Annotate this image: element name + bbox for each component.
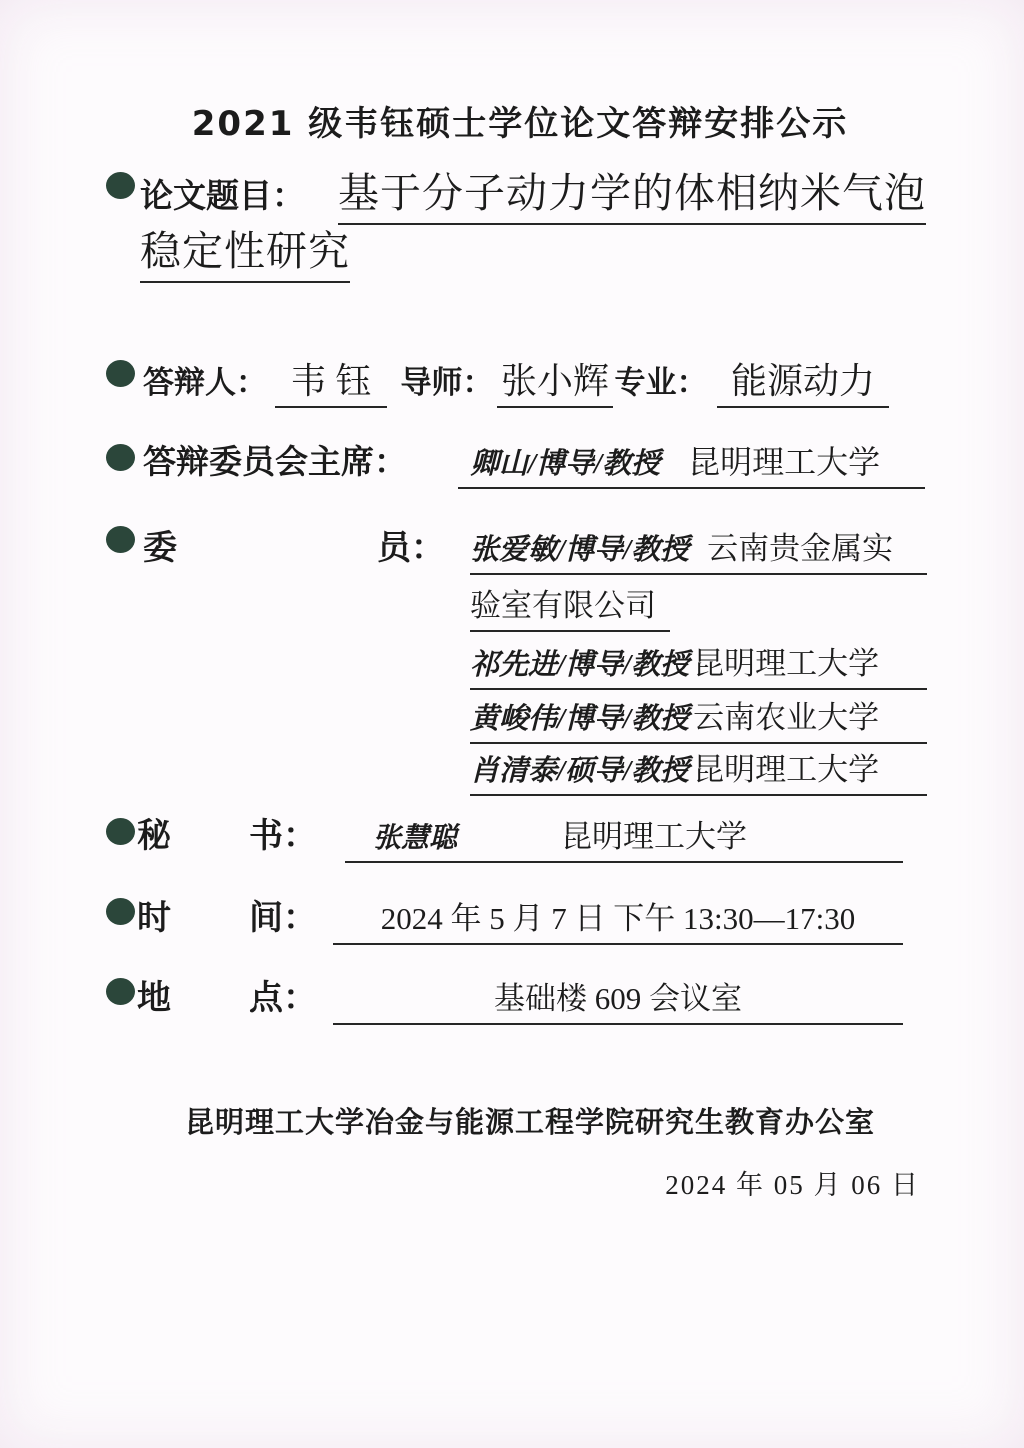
venue-label-left: 地 — [137, 980, 171, 1017]
chair-label: 答辩委员会主席： — [143, 445, 407, 481]
defender-name: 韦 钰 — [275, 353, 387, 408]
committee-member-line — [470, 744, 927, 796]
secretary-name: 张慧聪 — [373, 823, 458, 854]
advisor-label: 导师： — [400, 365, 494, 400]
thesis-title-row-2 — [140, 218, 350, 283]
member-affiliation-continued: 验室有限公司 — [470, 580, 670, 632]
member-name: 肖清泰/硕导/教授 — [470, 755, 690, 787]
venue-row — [137, 970, 903, 1025]
member-affiliation: 昆明理工大学 — [693, 646, 880, 681]
committee-row-wrap — [470, 580, 670, 632]
member-name: 张爱敏/博导/教授 — [470, 534, 690, 566]
secretary-label-left: 秘 — [137, 818, 171, 855]
thesis-title-value-line2: 稳定性研究 — [140, 218, 350, 283]
defender-row — [143, 353, 889, 408]
thesis-title-value-line1: 基于分子动力学的体相纳米气泡 — [338, 160, 926, 225]
footer-organization: 昆明理工大学冶金与能源工程学院研究生教育办公室 — [184, 1107, 875, 1139]
venue-label — [137, 970, 317, 1019]
committee-label — [143, 520, 445, 569]
member-name: 祁先进/博导/教授 — [470, 649, 690, 681]
major-value: 能源动力 — [717, 353, 889, 408]
advisor-name: 张小辉 — [497, 353, 613, 408]
time-row — [137, 890, 903, 945]
bullet-icon — [106, 444, 135, 471]
committee-member-line — [470, 692, 927, 744]
committee-label-right: 员： — [377, 530, 445, 567]
thesis-title-row — [140, 160, 926, 225]
secretary-label-right: 书： — [249, 818, 317, 855]
time-label-left: 时 — [137, 900, 171, 937]
time-label — [137, 890, 317, 939]
chair-name: 卿山/博导/教授 — [470, 448, 661, 480]
committee-row — [470, 638, 927, 690]
footer-date: 2024 年 05 月 06 日 — [665, 1170, 920, 1200]
committee-row — [470, 744, 927, 796]
bullet-icon — [106, 526, 135, 553]
secretary-label — [137, 808, 317, 857]
chair-row — [143, 436, 925, 489]
committee-row — [470, 692, 927, 744]
page-title: 2021 级韦钰硕士学位论文答辩安排公示 — [191, 104, 849, 144]
bullet-icon — [106, 978, 135, 1005]
member-name: 黄峻伟/博导/教授 — [470, 703, 690, 735]
chair-affiliation: 昆明理工大学 — [688, 444, 881, 480]
member-affiliation: 云南农业大学 — [693, 700, 880, 735]
venue-value: 基础楼 609 会议室 — [333, 973, 903, 1025]
secretary-affiliation: 昆明理工大学 — [561, 819, 748, 854]
bullet-icon — [106, 898, 135, 925]
committee-member-line — [470, 638, 927, 690]
committee-row — [143, 520, 927, 575]
secretary-value — [345, 811, 903, 863]
bullet-icon — [106, 360, 135, 387]
venue-label-right: 点： — [249, 980, 317, 1017]
secretary-row — [137, 808, 903, 863]
major-label: 专业： — [614, 365, 708, 400]
time-value: 2024 年 5 月 7 日 下午 13:30—17:30 — [333, 893, 903, 945]
member-affiliation: 昆明理工大学 — [693, 752, 880, 787]
defender-label: 答辩人： — [143, 365, 267, 400]
time-label-right: 间： — [249, 900, 317, 937]
member-affiliation: 云南贵金属实 — [707, 531, 894, 566]
bullet-icon — [106, 818, 135, 845]
bullet-icon — [106, 172, 135, 199]
committee-member-line — [470, 523, 927, 575]
chair-value — [458, 437, 925, 489]
committee-label-left: 委 — [143, 530, 177, 567]
thesis-title-label: 论文题目： — [140, 179, 305, 215]
